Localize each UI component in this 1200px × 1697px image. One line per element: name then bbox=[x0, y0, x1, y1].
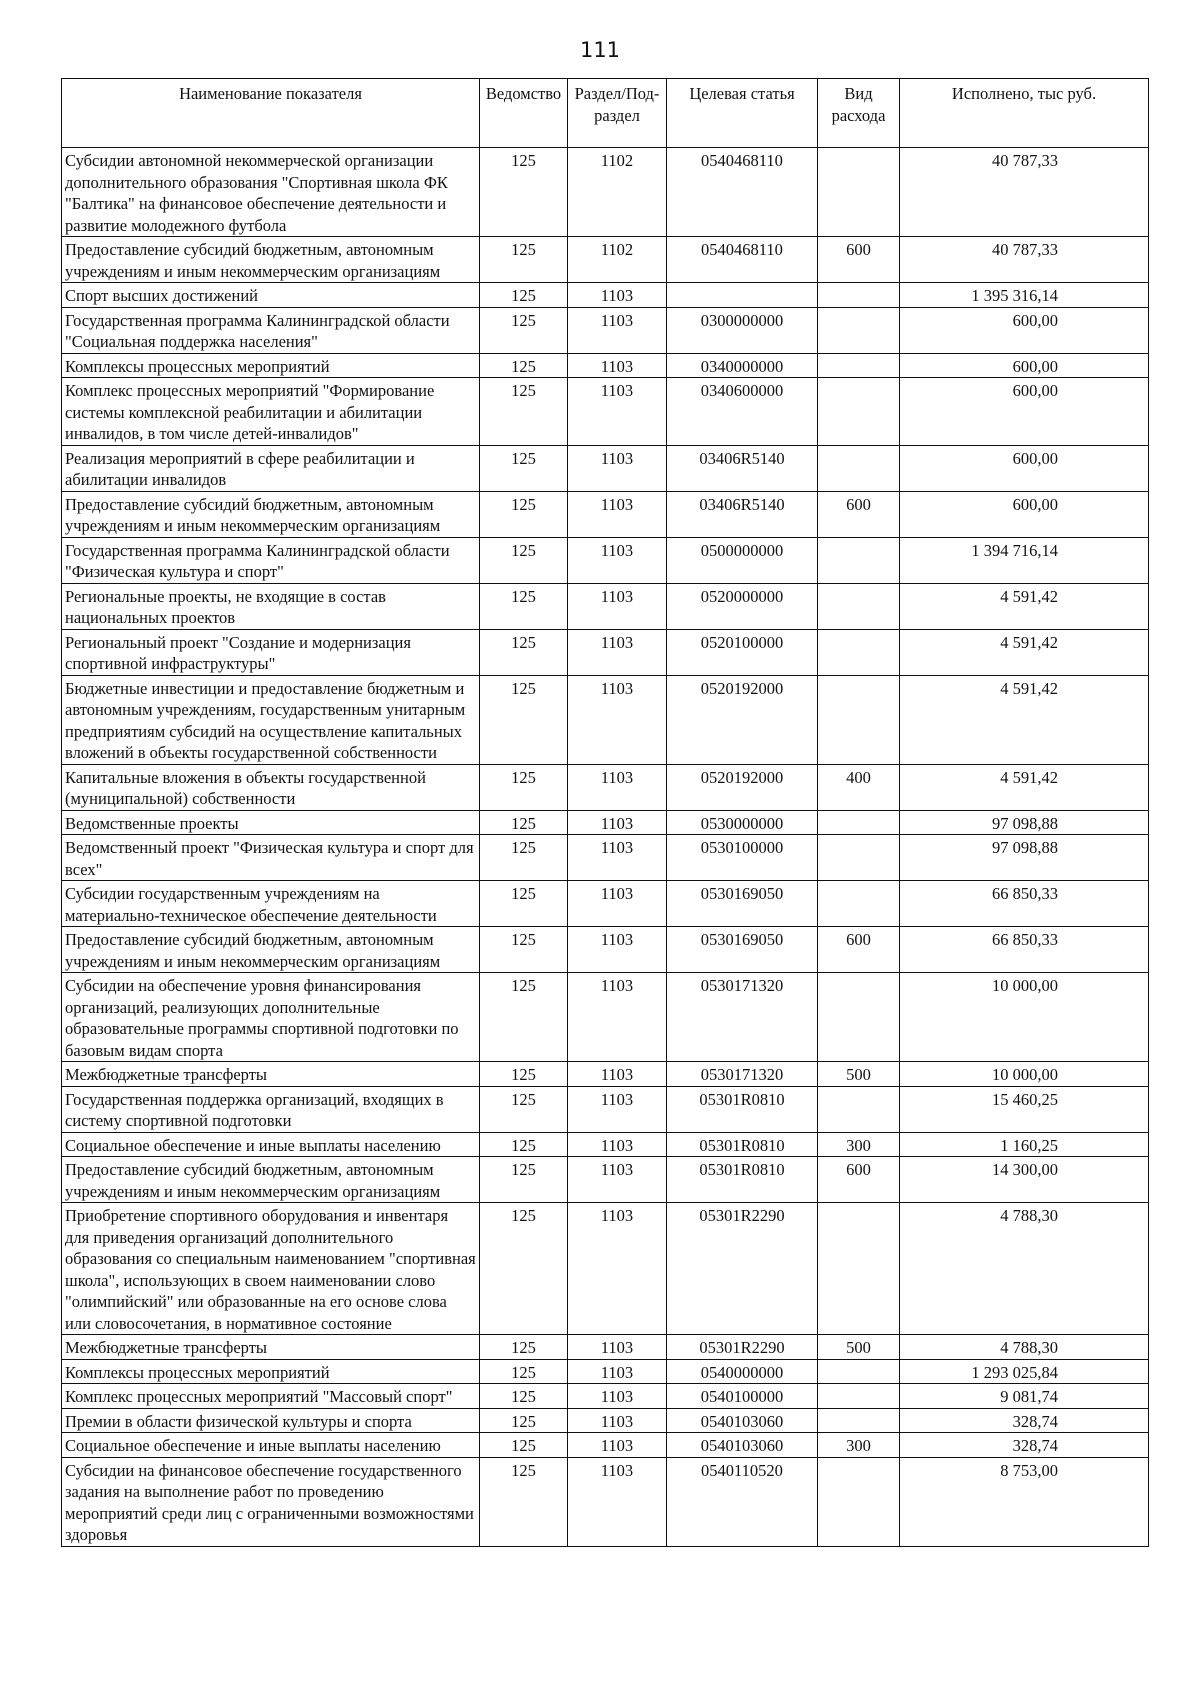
row-name-cell: Предоставление субсидий бюджетным, автономным учреждениям и иным некоммерческим организациям bbox=[62, 1157, 480, 1203]
row-dept-cell: 125 bbox=[480, 237, 568, 283]
row-done-cell: 4 591,42 bbox=[900, 675, 1149, 764]
row-target-cell: 0540468110 bbox=[667, 148, 818, 237]
table-row bbox=[62, 810, 1149, 835]
page-number: 111 bbox=[579, 38, 621, 62]
row-done-cell: 600,00 bbox=[900, 378, 1149, 446]
table-row bbox=[62, 1384, 1149, 1409]
table-header-row bbox=[62, 79, 1149, 148]
row-dept-cell: 125 bbox=[480, 629, 568, 675]
row-section-cell: 1102 bbox=[568, 237, 667, 283]
row-target-cell: 0520100000 bbox=[667, 629, 818, 675]
header-name: Наименование показателя bbox=[62, 79, 480, 148]
row-name-cell: Приобретение спортивного оборудования и инвентаря для приведения организаций дополнительного образования со специальным наименованием "спортивная школа", использующих в своем наименовании слово "олимпийский" или образованные на его основе слова или словосочетания, в нормативное состояние bbox=[62, 1203, 480, 1335]
row-kind-cell: 500 bbox=[818, 1062, 900, 1087]
row-name-cell: Бюджетные инвестиции и предоставление бюджетным и автономным учреждениям, государственным унитарным предприятиям субсидий на осуществление капитальных вложений в объекты государственной собственности bbox=[62, 675, 480, 764]
row-target-cell: 03406R5140 bbox=[667, 445, 818, 491]
row-name-cell: Государственная программа Калининградской области "Физическая культура и спорт" bbox=[62, 537, 480, 583]
row-done-cell: 8 753,00 bbox=[900, 1457, 1149, 1546]
table-row bbox=[62, 1157, 1149, 1203]
row-done-cell: 600,00 bbox=[900, 445, 1149, 491]
row-done-cell: 66 850,33 bbox=[900, 881, 1149, 927]
row-done-cell: 4 591,42 bbox=[900, 583, 1149, 629]
table-row bbox=[62, 148, 1149, 237]
row-done-cell: 66 850,33 bbox=[900, 927, 1149, 973]
row-done-cell: 10 000,00 bbox=[900, 1062, 1149, 1087]
row-section-cell: 1103 bbox=[568, 1359, 667, 1384]
table-row bbox=[62, 1132, 1149, 1157]
row-dept-cell: 125 bbox=[480, 973, 568, 1062]
row-done-cell: 600,00 bbox=[900, 307, 1149, 353]
row-name-cell: Региональный проект "Создание и модернизация спортивной инфраструктуры" bbox=[62, 629, 480, 675]
row-target-cell: 0530169050 bbox=[667, 881, 818, 927]
row-kind-cell: 300 bbox=[818, 1132, 900, 1157]
row-name-cell: Предоставление субсидий бюджетным, автономным учреждениям и иным некоммерческим организациям bbox=[62, 927, 480, 973]
row-dept-cell: 125 bbox=[480, 1132, 568, 1157]
row-done-cell: 600,00 bbox=[900, 353, 1149, 378]
table-row bbox=[62, 283, 1149, 308]
row-name-cell: Ведомственный проект "Физическая культура и спорт для всех" bbox=[62, 835, 480, 881]
row-kind-cell bbox=[818, 1086, 900, 1132]
row-dept-cell: 125 bbox=[480, 810, 568, 835]
row-dept-cell: 125 bbox=[480, 353, 568, 378]
row-section-cell: 1103 bbox=[568, 445, 667, 491]
table-row bbox=[62, 237, 1149, 283]
row-dept-cell: 125 bbox=[480, 1433, 568, 1458]
row-name-cell: Социальное обеспечение и иные выплаты населению bbox=[62, 1433, 480, 1458]
table-row bbox=[62, 1457, 1149, 1546]
row-kind-cell: 600 bbox=[818, 1157, 900, 1203]
row-done-cell: 4 788,30 bbox=[900, 1335, 1149, 1360]
row-target-cell: 0540103060 bbox=[667, 1433, 818, 1458]
table-row bbox=[62, 378, 1149, 446]
row-section-cell: 1103 bbox=[568, 1384, 667, 1409]
row-kind-cell bbox=[818, 283, 900, 308]
row-name-cell: Комплексы процессных мероприятий bbox=[62, 1359, 480, 1384]
row-section-cell: 1103 bbox=[568, 353, 667, 378]
row-target-cell: 0540468110 bbox=[667, 237, 818, 283]
row-section-cell: 1103 bbox=[568, 1157, 667, 1203]
row-dept-cell: 125 bbox=[480, 1062, 568, 1087]
row-kind-cell bbox=[818, 1384, 900, 1409]
row-done-cell: 9 081,74 bbox=[900, 1384, 1149, 1409]
row-dept-cell: 125 bbox=[480, 491, 568, 537]
row-target-cell: 0530100000 bbox=[667, 835, 818, 881]
row-done-cell: 1 395 316,14 bbox=[900, 283, 1149, 308]
row-target-cell: 0300000000 bbox=[667, 307, 818, 353]
row-dept-cell: 125 bbox=[480, 1384, 568, 1409]
row-dept-cell: 125 bbox=[480, 283, 568, 308]
row-name-cell: Комплекс процессных мероприятий "Массовый спорт" bbox=[62, 1384, 480, 1409]
row-name-cell: Государственная программа Калининградской области "Социальная поддержка населения" bbox=[62, 307, 480, 353]
row-dept-cell: 125 bbox=[480, 1335, 568, 1360]
row-target-cell: 0540100000 bbox=[667, 1384, 818, 1409]
row-dept-cell: 125 bbox=[480, 148, 568, 237]
row-target-cell: 05301R0810 bbox=[667, 1157, 818, 1203]
row-dept-cell: 125 bbox=[480, 927, 568, 973]
row-done-cell: 10 000,00 bbox=[900, 973, 1149, 1062]
row-name-cell: Спорт высших достижений bbox=[62, 283, 480, 308]
row-section-cell: 1103 bbox=[568, 675, 667, 764]
row-target-cell: 0540110520 bbox=[667, 1457, 818, 1546]
row-done-cell: 328,74 bbox=[900, 1433, 1149, 1458]
row-target-cell: 05301R0810 bbox=[667, 1086, 818, 1132]
row-name-cell: Комплексы процессных мероприятий bbox=[62, 353, 480, 378]
row-dept-cell: 125 bbox=[480, 1457, 568, 1546]
table-row bbox=[62, 491, 1149, 537]
row-section-cell: 1103 bbox=[568, 378, 667, 446]
row-dept-cell: 125 bbox=[480, 1359, 568, 1384]
row-target-cell: 0340000000 bbox=[667, 353, 818, 378]
row-section-cell: 1103 bbox=[568, 537, 667, 583]
table-row bbox=[62, 1433, 1149, 1458]
row-target-cell: 0500000000 bbox=[667, 537, 818, 583]
row-target-cell bbox=[667, 283, 818, 308]
header-done: Исполнено, тыс руб. bbox=[900, 79, 1149, 148]
row-kind-cell bbox=[818, 537, 900, 583]
row-section-cell: 1103 bbox=[568, 307, 667, 353]
table-row bbox=[62, 537, 1149, 583]
row-kind-cell bbox=[818, 1359, 900, 1384]
row-target-cell: 0520000000 bbox=[667, 583, 818, 629]
row-done-cell: 40 787,33 bbox=[900, 148, 1149, 237]
row-target-cell: 0520192000 bbox=[667, 675, 818, 764]
row-kind-cell bbox=[818, 378, 900, 446]
row-target-cell: 0530171320 bbox=[667, 973, 818, 1062]
row-kind-cell bbox=[818, 307, 900, 353]
row-done-cell: 328,74 bbox=[900, 1408, 1149, 1433]
row-name-cell: Субсидии государственным учреждениям на материально-техническое обеспечение деятельности bbox=[62, 881, 480, 927]
row-name-cell: Субсидии на обеспечение уровня финансирования организаций, реализующих дополнительные образовательные программы спортивной подготовки по базовым видам спорта bbox=[62, 973, 480, 1062]
row-done-cell: 40 787,33 bbox=[900, 237, 1149, 283]
row-done-cell: 4 591,42 bbox=[900, 764, 1149, 810]
table-row bbox=[62, 1335, 1149, 1360]
row-kind-cell: 600 bbox=[818, 927, 900, 973]
row-done-cell: 1 394 716,14 bbox=[900, 537, 1149, 583]
row-done-cell: 14 300,00 bbox=[900, 1157, 1149, 1203]
row-kind-cell: 600 bbox=[818, 491, 900, 537]
row-target-cell: 05301R2290 bbox=[667, 1335, 818, 1360]
table-row bbox=[62, 445, 1149, 491]
row-section-cell: 1102 bbox=[568, 148, 667, 237]
row-kind-cell bbox=[818, 629, 900, 675]
row-done-cell: 1 160,25 bbox=[900, 1132, 1149, 1157]
row-name-cell: Комплекс процессных мероприятий "Формирование системы комплексной реабилитации и абилитации инвалидов, в том числе детей-инвалидов" bbox=[62, 378, 480, 446]
row-kind-cell bbox=[818, 445, 900, 491]
header-target: Целевая статья bbox=[667, 79, 818, 148]
row-kind-cell bbox=[818, 1408, 900, 1433]
row-name-cell: Субсидии автономной некоммерческой организации дополнительного образования "Спортивная школа ФК "Балтика" на финансовое обеспечение деятельности и развитие молодежного футбола bbox=[62, 148, 480, 237]
row-kind-cell: 600 bbox=[818, 237, 900, 283]
row-kind-cell bbox=[818, 1457, 900, 1546]
table-row bbox=[62, 1062, 1149, 1087]
row-dept-cell: 125 bbox=[480, 378, 568, 446]
header-kind: Вид расхода bbox=[818, 79, 900, 148]
header-dept: Ведомство bbox=[480, 79, 568, 148]
row-dept-cell: 125 bbox=[480, 675, 568, 764]
budget-execution-table bbox=[61, 78, 1149, 1547]
row-target-cell: 0520192000 bbox=[667, 764, 818, 810]
row-kind-cell bbox=[818, 881, 900, 927]
table-row bbox=[62, 881, 1149, 927]
row-section-cell: 1103 bbox=[568, 835, 667, 881]
row-target-cell: 0530169050 bbox=[667, 927, 818, 973]
row-target-cell: 0540103060 bbox=[667, 1408, 818, 1433]
row-kind-cell: 300 bbox=[818, 1433, 900, 1458]
row-dept-cell: 125 bbox=[480, 1203, 568, 1335]
row-dept-cell: 125 bbox=[480, 1086, 568, 1132]
row-section-cell: 1103 bbox=[568, 973, 667, 1062]
row-target-cell: 0530000000 bbox=[667, 810, 818, 835]
row-section-cell: 1103 bbox=[568, 491, 667, 537]
table-row bbox=[62, 1408, 1149, 1433]
row-kind-cell bbox=[818, 835, 900, 881]
row-dept-cell: 125 bbox=[480, 881, 568, 927]
row-name-cell: Ведомственные проекты bbox=[62, 810, 480, 835]
row-name-cell: Государственная поддержка организаций, входящих в систему спортивной подготовки bbox=[62, 1086, 480, 1132]
table-row bbox=[62, 629, 1149, 675]
row-section-cell: 1103 bbox=[568, 881, 667, 927]
row-section-cell: 1103 bbox=[568, 1433, 667, 1458]
row-section-cell: 1103 bbox=[568, 629, 667, 675]
row-name-cell: Предоставление субсидий бюджетным, автономным учреждениям и иным некоммерческим организациям bbox=[62, 237, 480, 283]
row-target-cell: 05301R2290 bbox=[667, 1203, 818, 1335]
row-target-cell: 0340600000 bbox=[667, 378, 818, 446]
row-section-cell: 1103 bbox=[568, 927, 667, 973]
row-section-cell: 1103 bbox=[568, 810, 667, 835]
row-section-cell: 1103 bbox=[568, 764, 667, 810]
table-row bbox=[62, 1086, 1149, 1132]
row-kind-cell bbox=[818, 810, 900, 835]
row-name-cell: Региональные проекты, не входящие в состав национальных проектов bbox=[62, 583, 480, 629]
row-section-cell: 1103 bbox=[568, 1335, 667, 1360]
table-row bbox=[62, 353, 1149, 378]
row-target-cell: 0540000000 bbox=[667, 1359, 818, 1384]
row-section-cell: 1103 bbox=[568, 1062, 667, 1087]
row-name-cell: Предоставление субсидий бюджетным, автономным учреждениям и иным некоммерческим организациям bbox=[62, 491, 480, 537]
row-name-cell: Социальное обеспечение и иные выплаты населению bbox=[62, 1132, 480, 1157]
row-done-cell: 1 293 025,84 bbox=[900, 1359, 1149, 1384]
row-done-cell: 97 098,88 bbox=[900, 810, 1149, 835]
row-done-cell: 97 098,88 bbox=[900, 835, 1149, 881]
row-kind-cell bbox=[818, 1203, 900, 1335]
row-dept-cell: 125 bbox=[480, 307, 568, 353]
row-kind-cell: 400 bbox=[818, 764, 900, 810]
row-kind-cell bbox=[818, 675, 900, 764]
row-section-cell: 1103 bbox=[568, 283, 667, 308]
row-dept-cell: 125 bbox=[480, 764, 568, 810]
row-dept-cell: 125 bbox=[480, 445, 568, 491]
header-section: Раздел/Под-раздел bbox=[568, 79, 667, 148]
row-kind-cell: 500 bbox=[818, 1335, 900, 1360]
row-section-cell: 1103 bbox=[568, 1203, 667, 1335]
row-done-cell: 4 591,42 bbox=[900, 629, 1149, 675]
table-row bbox=[62, 307, 1149, 353]
row-kind-cell bbox=[818, 148, 900, 237]
row-section-cell: 1103 bbox=[568, 1086, 667, 1132]
row-dept-cell: 125 bbox=[480, 1408, 568, 1433]
row-name-cell: Межбюджетные трансферты bbox=[62, 1335, 480, 1360]
row-kind-cell bbox=[818, 353, 900, 378]
table-row bbox=[62, 675, 1149, 764]
row-kind-cell bbox=[818, 973, 900, 1062]
row-name-cell: Премии в области физической культуры и спорта bbox=[62, 1408, 480, 1433]
row-done-cell: 600,00 bbox=[900, 491, 1149, 537]
table-row bbox=[62, 1203, 1149, 1335]
table-row bbox=[62, 973, 1149, 1062]
row-name-cell: Капитальные вложения в объекты государственной (муниципальной) собственности bbox=[62, 764, 480, 810]
row-name-cell: Субсидии на финансовое обеспечение государственного задания на выполнение работ по проведению мероприятий среди лиц с ограниченными возможностями здоровья bbox=[62, 1457, 480, 1546]
row-section-cell: 1103 bbox=[568, 1132, 667, 1157]
table-row bbox=[62, 764, 1149, 810]
row-name-cell: Межбюджетные трансферты bbox=[62, 1062, 480, 1087]
table-row bbox=[62, 927, 1149, 973]
row-done-cell: 15 460,25 bbox=[900, 1086, 1149, 1132]
row-done-cell: 4 788,30 bbox=[900, 1203, 1149, 1335]
row-kind-cell bbox=[818, 583, 900, 629]
row-target-cell: 0530171320 bbox=[667, 1062, 818, 1087]
row-name-cell: Реализация мероприятий в сфере реабилитации и абилитации инвалидов bbox=[62, 445, 480, 491]
row-dept-cell: 125 bbox=[480, 537, 568, 583]
row-target-cell: 03406R5140 bbox=[667, 491, 818, 537]
row-section-cell: 1103 bbox=[568, 1408, 667, 1433]
table-row bbox=[62, 1359, 1149, 1384]
row-section-cell: 1103 bbox=[568, 1457, 667, 1546]
row-target-cell: 05301R0810 bbox=[667, 1132, 818, 1157]
row-dept-cell: 125 bbox=[480, 583, 568, 629]
table-row bbox=[62, 835, 1149, 881]
row-dept-cell: 125 bbox=[480, 835, 568, 881]
table-row bbox=[62, 583, 1149, 629]
row-dept-cell: 125 bbox=[480, 1157, 568, 1203]
row-section-cell: 1103 bbox=[568, 583, 667, 629]
